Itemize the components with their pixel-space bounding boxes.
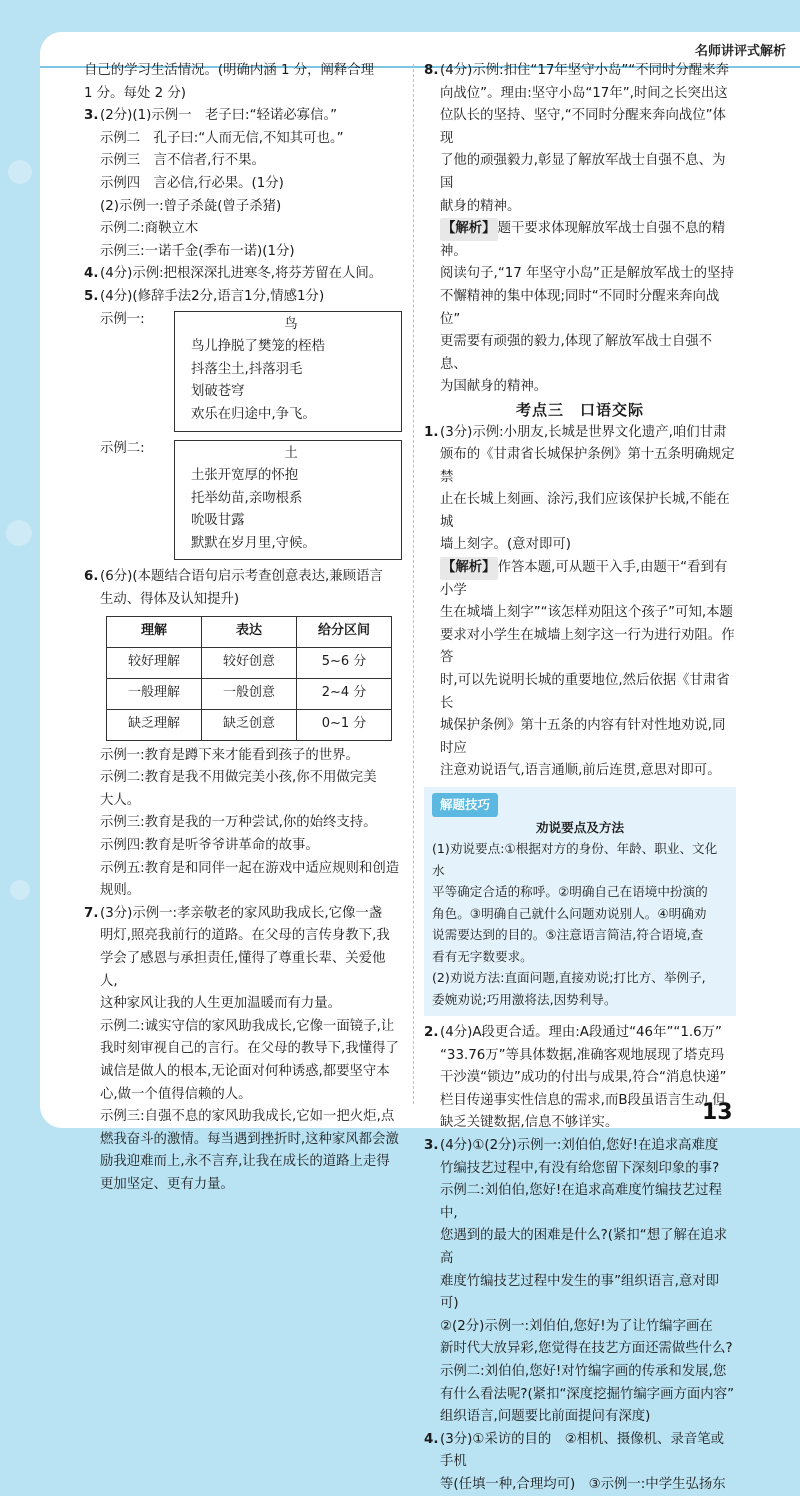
poem-box xyxy=(174,440,402,561)
question-number: 1. xyxy=(424,424,439,440)
answer-line: (6分)(本题结合语句启示考查创意表达,兼顾语言 xyxy=(100,569,383,585)
intro-line: 1 分。每处 2 分) xyxy=(84,85,186,101)
poem-line: 抖落尘土,抖落羽毛 xyxy=(191,361,303,377)
question-number: 7. xyxy=(84,905,99,921)
poem-title: 鸟 xyxy=(284,316,298,332)
answer-line: 栏目传递事实性信息的需求,而B段虽语言生动,但 xyxy=(440,1092,726,1108)
table-row xyxy=(107,647,392,678)
tips-line: (1)劝说要点:①根据对方的身份、年龄、职业、文化水 xyxy=(432,841,718,878)
right-column xyxy=(424,60,736,1496)
tips-line: 平等确定合适的称呼。②明确自己在语境中扮演的 xyxy=(432,884,708,899)
analysis-tag: 【解析】 xyxy=(440,557,498,580)
poem-box xyxy=(174,311,402,432)
question-5 xyxy=(84,286,402,567)
poem-line: 欢乐在归途中,争飞。 xyxy=(191,406,316,422)
poem-line: 鸟儿挣脱了樊笼的桎梏 xyxy=(191,339,325,355)
oral-question-4 xyxy=(424,1429,736,1496)
answer-line: (2分)(1)示例一 老子曰:“轻诺必寡信。” xyxy=(100,108,338,124)
tips-line: (2)劝说方法:直面问题,直接劝说;打比方、举例子, xyxy=(432,970,706,985)
answer-line: 诚信是做人的根本,无论面对何种诱惑,都要坚守本 xyxy=(100,1063,390,1079)
answer-line: 示例二 孔子曰:“人而无信,不知其可也。” xyxy=(100,130,344,146)
answer-line: ②(2分)示例一:刘伯伯,您好!为了让竹编字画在 xyxy=(440,1318,713,1334)
answer-line: (3分)①采访的目的 ②相机、摄像机、录音笔或手机 xyxy=(440,1431,725,1470)
question-number: 6. xyxy=(84,569,99,585)
analysis-tag: 【解析】 xyxy=(440,218,498,241)
question-number: 5. xyxy=(84,288,99,304)
analysis-line: 更需要有顽强的毅力,体现了解放军战士自强不息、 xyxy=(440,334,713,372)
answer-line: 竹编技艺过程中,有没有给您留下深刻印象的事? xyxy=(440,1160,720,1176)
background-bubble xyxy=(10,880,30,900)
answer-line: 示例三:自强不息的家风助我成长,它如一把火炬,点 xyxy=(100,1109,395,1125)
question-number: 4. xyxy=(424,1431,439,1447)
analysis-line: 为国献身的精神。 xyxy=(440,379,548,395)
answer-line: 有什么看法呢?(紧扣“深度挖掘竹编字画方面内容” xyxy=(440,1386,735,1402)
question-6 xyxy=(84,566,402,902)
answer-line: 大人。 xyxy=(100,792,141,808)
question-7 xyxy=(84,903,402,1197)
analysis-line: 生在城墙上刻字”“该怎样劝阻这个孩子”可知,本题 xyxy=(440,605,733,621)
answer-line: 生动、得体及认知提升) xyxy=(100,592,240,608)
header-title: 名师讲评式解析 xyxy=(694,44,786,59)
answer-line: 了他的顽强毅力,彰显了解放军战士自强不息、为国 xyxy=(440,153,726,191)
tips-line: 说需要达到的目的。⑤注意语言简洁,符合语境,查 xyxy=(432,927,704,942)
answer-line: 学会了感恩与承担责任,懂得了尊重长辈、关爱他人, xyxy=(100,951,386,989)
answer-line: 励我迎难而上,永不言弃,让我在成长的道路上走得 xyxy=(100,1154,390,1170)
table-cell: 0~1 分 xyxy=(297,709,392,740)
answer-line: 明灯,照亮我前行的道路。在父母的言传身教下,我 xyxy=(100,928,390,944)
answer-line: 这种家风让我的人生更加温暖而有力量。 xyxy=(100,996,342,1012)
poem-title: 土 xyxy=(284,445,298,461)
answer-line: 颁布的《甘肃省长城保护条例》第十五条明确规定禁 xyxy=(440,447,735,485)
table-cell: 一般理解 xyxy=(107,678,202,709)
answer-line: 示例三:教育是我的一万种尝试,你的始终支持。 xyxy=(100,815,377,831)
answer-line: 墙上刻字。(意对即可) xyxy=(440,537,571,553)
table-cell: 缺乏理解 xyxy=(107,709,202,740)
answer-line: 您遇到的最大的困难是什么?(紧扣“想了解在追求高 xyxy=(440,1228,728,1266)
answer-line: (2)示例一:曾子杀彘(曾子杀猪) xyxy=(100,198,282,214)
tips-box xyxy=(424,787,736,1016)
answer-line: 新时代大放异彩,您觉得在技艺方面还需做些什么? xyxy=(440,1341,733,1357)
question-8 xyxy=(424,60,736,399)
section-title: 考点三 口语交际 xyxy=(515,400,644,419)
tips-label: 解题技巧 xyxy=(432,793,498,817)
answer-line: 缺乏关键数据,信息不够详实。 xyxy=(440,1115,619,1131)
answer-line: 向战位”。理由:坚守小岛“17年”,时间之长突出这 xyxy=(440,85,728,101)
answer-line: 示例二:刘伯伯,您好!在追求高难度竹编技艺过程中, xyxy=(440,1183,722,1221)
analysis-line: 题干要求体现解放军战士自强不息的精神。 xyxy=(440,221,726,259)
poem-example-2 xyxy=(100,438,402,567)
table-header: 给分区间 xyxy=(297,616,392,647)
analysis-line: 作答本题,可从题干入手,由题干“看到有小学 xyxy=(440,560,728,598)
tips-line: 看有无字数要求。 xyxy=(432,948,533,964)
answer-line: 燃我奋斗的激情。每当遇到挫折时,这种家风都会激 xyxy=(100,1131,399,1147)
question-number: 8. xyxy=(424,63,439,78)
table-cell: 较好创意 xyxy=(202,647,297,678)
answer-line: (3分)示例一:孝亲敬老的家风助我成长,它像一盏 xyxy=(100,905,383,921)
answer-line: (4分)①(2分)示例一:刘伯伯,您好!在追求高难度 xyxy=(440,1137,719,1153)
oral-question-1 xyxy=(424,422,736,784)
answer-line: 心,做一个值得信赖的人。 xyxy=(100,1086,252,1102)
answer-line: (4分)(修辞手法2分,语言1分,情感1分) xyxy=(100,288,325,304)
answer-line: (3分)示例:小朋友,长城是世界文化遗产,咱们甘肃 xyxy=(440,424,727,440)
analysis-line: 要求对小学生在城墙上刻字这一行为进行劝阻。作答 xyxy=(440,627,735,666)
poem-line: 默默在岁月里,守候。 xyxy=(191,535,316,551)
answer-line: 更加坚定、更有力量。 xyxy=(100,1176,234,1192)
table-cell: 5~6 分 xyxy=(297,647,392,678)
answer-line: 难度竹编技艺过程中发生的事”组织语言,意对即可) xyxy=(440,1273,720,1312)
answer-line: “33.76万”等具体数据,准确客观地展现了塔克玛 xyxy=(440,1047,725,1063)
table-cell: 2~4 分 xyxy=(297,678,392,709)
table-cell: 较好理解 xyxy=(107,647,202,678)
answer-line: 示例四 言必信,行必果。(1分) xyxy=(100,175,284,191)
analysis-line: 注意劝说语气,语言通顺,前后连贯,意思对即可。 xyxy=(440,763,721,779)
analysis-line: 阅读句子,“17 年坚守小岛”正是解放军战士的坚持 xyxy=(440,266,734,282)
table-cell: 缺乏创意 xyxy=(202,709,297,740)
left-column xyxy=(84,60,402,1197)
question-number: 3. xyxy=(424,1137,439,1153)
answer-line: 干沙漠“锁边”成功的付出与成果,符合“消息快递” xyxy=(440,1070,727,1086)
background-bubble xyxy=(6,520,32,546)
question-4 xyxy=(84,263,402,286)
answer-line: (4分)A段更合适。理由:A段通过“46年”“1.6万” xyxy=(440,1025,722,1040)
table-header: 理解 xyxy=(107,616,202,647)
poem-line: 划破苍穹 xyxy=(191,384,245,400)
poem-line: 吮吸甘露 xyxy=(191,513,245,529)
table-row xyxy=(107,678,392,709)
answer-line: 规则。 xyxy=(100,883,141,899)
analysis-line: 城保护条例》第十五条的内容有针对性地劝说,同时应 xyxy=(440,718,726,756)
answer-line: 示例四:教育是听爷爷讲革命的故事。 xyxy=(100,838,319,854)
background-bubble xyxy=(8,160,32,184)
answer-line: 止在长城上刻画、涂污,我们应该保护长城,不能在城 xyxy=(440,492,730,530)
page-number: 13 xyxy=(702,1100,733,1125)
example-label: 示例二: xyxy=(100,440,145,456)
poem-example-1 xyxy=(100,309,402,438)
answer-line: 示例一:教育是蹲下来才能看到孩子的世界。 xyxy=(100,747,359,763)
table-row xyxy=(107,709,392,740)
answer-line: 示例二:教育是我不用做完美小孩,你不用做完美 xyxy=(100,770,377,786)
answer-line: 示例三 言不信者,行不果。 xyxy=(100,153,265,169)
tips-heading: 劝说要点及方法 xyxy=(535,819,625,835)
poem-line: 土张开宽厚的怀抱 xyxy=(191,468,299,484)
oral-question-3 xyxy=(424,1135,736,1429)
tips-line: 角色。③明确自己就什么问题劝说别人。④明确劝 xyxy=(432,905,707,921)
question-number: 3. xyxy=(84,108,99,124)
answer-line: (4分)示例:扣住“17年坚守小岛”“不同时分醒来奔 xyxy=(440,63,729,78)
question-number: 2. xyxy=(424,1025,439,1040)
analysis-line: 时,可以先说明长城的重要地位,然后依据《甘肃省长 xyxy=(440,673,730,711)
poem-line: 托举幼苗,亲吻根系 xyxy=(191,490,303,506)
tips-line: 委婉劝说;巧用激将法,因势利导。 xyxy=(432,991,617,1007)
question-3 xyxy=(84,105,402,263)
answer-line: 示例五:教育是和同伴一起在游戏中适应规则和创造 xyxy=(100,860,400,876)
answer-line: 等(任填一种,合理均可) ③示例一:中学生弘扬东 xyxy=(440,1476,726,1492)
column-divider xyxy=(413,64,414,1104)
answer-line: (4分)示例:把根深深扎进寒冬,将芬芳留在人间。 xyxy=(100,266,383,282)
table-header: 表达 xyxy=(202,616,297,647)
scoring-table xyxy=(106,616,392,741)
answer-line: 献身的精神。 xyxy=(440,198,521,214)
question-number: 4. xyxy=(84,266,99,282)
answer-line: 示例三:一诺千金(季布一诺)(1分) xyxy=(100,243,295,259)
table-cell: 一般创意 xyxy=(202,678,297,709)
oral-question-2 xyxy=(424,1022,736,1135)
answer-line: 我时刻审视自己的言行。在父母的教导下,我懂得了 xyxy=(100,1041,399,1057)
answer-line: 示例二:诚实守信的家风助我成长,它像一面镜子,让 xyxy=(100,1018,395,1034)
analysis-line: 不懈精神的集中体现;同时“不同时分醒来奔向战位” xyxy=(440,288,720,327)
answer-line: 组织语言,问题要比前面提问有深度) xyxy=(440,1409,651,1425)
intro-line: 自己的学习生活情况。(明确内涵 1 分，阐释合理 xyxy=(84,63,375,78)
answer-line: 示例二:刘伯伯,您好!对竹编字画的传承和发展,您 xyxy=(440,1363,727,1379)
answer-line: 示例二:商鞅立木 xyxy=(100,221,199,237)
answer-line: 位队长的坚持、坚守,“不同时分醒来奔向战位”体现 xyxy=(440,108,726,146)
example-label: 示例一: xyxy=(100,311,145,327)
